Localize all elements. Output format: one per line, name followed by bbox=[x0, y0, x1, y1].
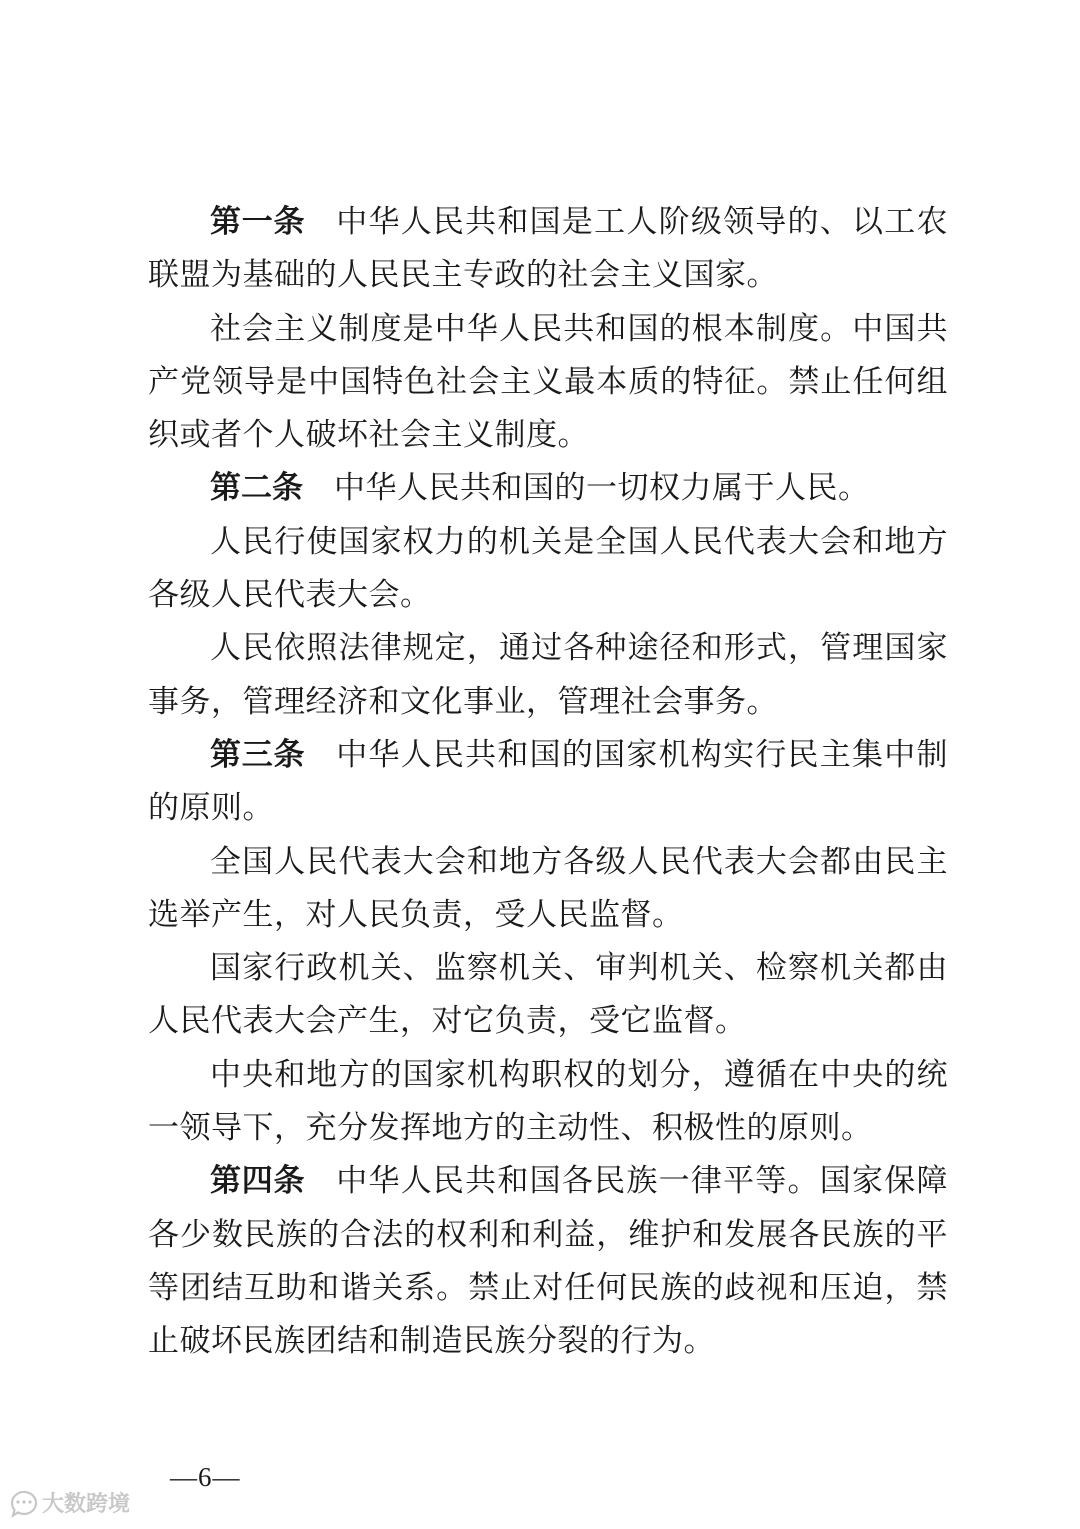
paragraph-text: 中央和地方的国家机构职权的划分，遵循在中央的统一领导下，充分发挥地方的主动性、积极性的原则。 bbox=[148, 1056, 948, 1147]
article-title: 第一条 bbox=[210, 204, 306, 240]
paragraph-5 bbox=[148, 622, 948, 729]
article-title: 第二条 bbox=[210, 470, 303, 507]
paragraph-text: 人民依照法律规定，通过各种途径和形式，管理国家事务，管理经济和文化事业，管理社会事务。 bbox=[148, 630, 948, 720]
paragraph-9 bbox=[148, 1049, 948, 1156]
document-body bbox=[148, 196, 948, 1369]
paragraph-8 bbox=[148, 942, 948, 1049]
paragraph-text: 中华人民共和国的一切权力属于人民。 bbox=[334, 470, 870, 507]
paragraph-text: 全国人民代表大会和地方各级人民代表大会都由民主选举产生，对人民负责，受人民监督。 bbox=[148, 843, 948, 933]
paragraph-10 bbox=[148, 1155, 948, 1368]
paragraph-7 bbox=[148, 836, 948, 943]
watermark-text: 大数跨境 bbox=[42, 1492, 131, 1517]
paragraph-2 bbox=[148, 303, 948, 463]
chat-bubble-logo-icon bbox=[12, 1492, 36, 1516]
page-number: —6— bbox=[170, 1462, 241, 1492]
paragraph-text: 中华人民共和国的国家机构实行民主集中制的原则。 bbox=[148, 736, 949, 827]
paragraph-text: 中华人民共和国各民族一律平等。国家保障各少数民族的合法的权利和利益，维护和发展各民族的平等团结互助和谐关系。禁止对任何民族的歧视和压迫，禁止破坏民族团结和制造民族分裂的行为。 bbox=[148, 1163, 949, 1360]
article-title: 第三条 bbox=[210, 736, 306, 773]
article-title: 第四条 bbox=[210, 1163, 306, 1200]
paragraph-1 bbox=[148, 196, 948, 303]
watermark bbox=[6, 1483, 146, 1523]
paragraph-3 bbox=[148, 462, 948, 515]
paragraph-6 bbox=[148, 729, 948, 836]
paragraph-text: 人民行使国家权力的机关是全国人民代表大会和地方各级人民代表大会。 bbox=[148, 523, 948, 614]
paragraph-text: 国家行政机关、监察机关、审判机关、检察机关都由人民代表大会产生，对它负责，受它监督。 bbox=[148, 950, 948, 1040]
paragraph-4 bbox=[148, 516, 948, 623]
paragraph-text: 社会主义制度是中华人民共和国的根本制度。中国共产党领导是中国特色社会主义最本质的特征。禁止任何组织或者个人破坏社会主义制度。 bbox=[148, 310, 948, 454]
paragraph-text: 中华人民共和国是工人阶级领导的、以工农联盟为基础的人民民主专政的社会主义国家。 bbox=[148, 204, 949, 294]
